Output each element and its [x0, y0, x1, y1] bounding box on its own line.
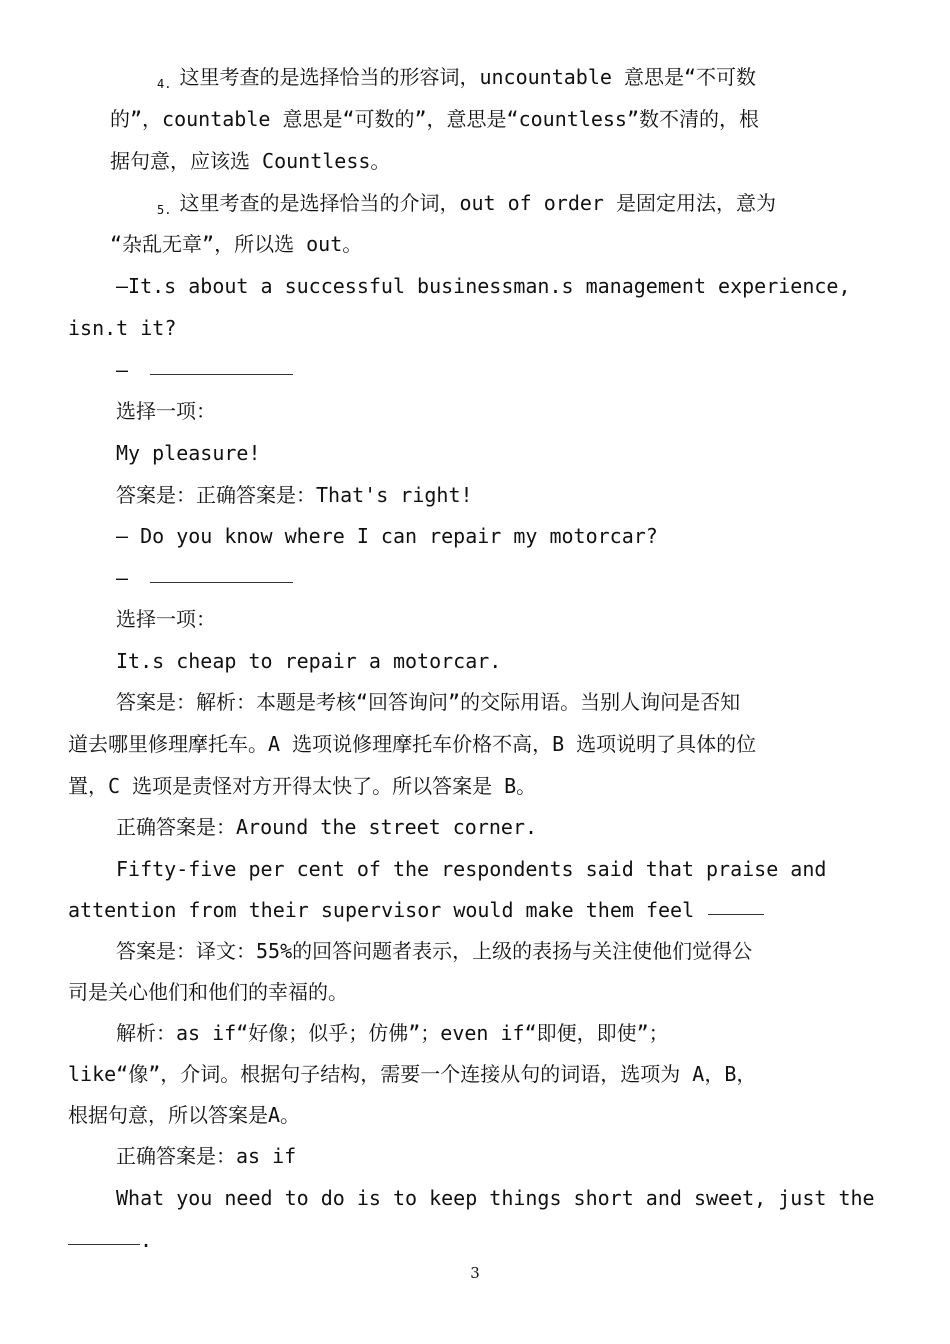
item5-text-1: 这里考查的是选择恰当的介词，out of order 是固定用法，意为: [179, 191, 776, 215]
q4-prompt-end: .: [140, 1228, 153, 1252]
page-number: 3: [470, 1264, 480, 1282]
q4-answer-blank: [68, 1244, 140, 1245]
q2-analysis-line2: 道去哪里修理摩托车。A 选项说修理摩托车价格不高，B 选项说明了具体的位: [68, 732, 757, 756]
q3-translation-line2: 司是关心他们和他们的幸福的。: [68, 980, 348, 1004]
item4-line2: 的”，countable 意思是“可数的”，意思是“countless”数不清的，根: [110, 107, 759, 131]
q1-choose-label: 选择一项：: [116, 399, 216, 423]
q3-answer-blank: [708, 914, 764, 915]
item4-number: 4.: [157, 77, 172, 91]
item5-line2: “杂乱无章”，所以选 out。: [110, 232, 363, 256]
q2-dash: —: [116, 566, 129, 590]
q1-option: My pleasure!: [116, 441, 261, 465]
q1-prompt-line2: isn.t it?: [68, 316, 177, 340]
item4-text-1: 这里考查的是选择恰当的形容词，uncountable 意思是“不可数: [179, 65, 756, 89]
q2-analysis-line3: 置，C 选项是责怪对方开得太快了。所以答案是 B。: [68, 774, 537, 798]
q3-prompt-text: attention from their supervisor would make them feel: [68, 898, 695, 922]
item5-number: 5.: [157, 203, 172, 217]
q3-analysis-line1: 解析：as if“好像；似乎；仿佛”；even if“即便，即使”；: [116, 1021, 669, 1045]
q2-analysis-line1: 答案是：解析：本题是考核“回答询问”的交际用语。当别人询问是否知: [116, 690, 741, 714]
q3-translation-line1: 答案是：译文：55%的回答问题者表示，上级的表扬与关注使他们觉得公: [116, 939, 753, 963]
q2-prompt: — Do you know where I can repair my motorcar?: [116, 524, 658, 548]
q1-answer: 答案是：正确答案是：That's right!: [116, 483, 473, 507]
q2-correct-answer: 正确答案是：Around the street corner.: [116, 815, 538, 839]
q3-analysis-line2: like“像”，介词。根据句子结构，需要一个连接从句的词语，选项为 A，B，: [68, 1062, 757, 1086]
q1-dash: —: [116, 358, 129, 382]
q2-option: It.s cheap to repair a motorcar.: [116, 649, 502, 673]
q3-prompt-line1: Fifty-five per cent of the respondents said that praise and: [116, 857, 827, 881]
q2-choose-label: 选择一项：: [116, 607, 216, 631]
q2-answer-blank: [150, 582, 293, 583]
q3-prompt-line2: [68, 895, 764, 925]
q3-correct-answer: 正确答案是：as if: [116, 1144, 297, 1168]
item4-line3: 据句意，应该选 Countless。: [110, 149, 391, 173]
q4-prompt-line2: [68, 1225, 152, 1255]
q4-prompt-line1: What you need to do is to keep things short and sweet, just the: [116, 1186, 875, 1210]
item4-line1: [157, 62, 756, 92]
q1-prompt-line1: —It.s about a successful businessman.s management experience,: [116, 274, 851, 298]
q1-answer-blank-line: [116, 355, 293, 385]
q2-answer-blank-line: [116, 563, 293, 593]
q1-answer-blank: [150, 374, 293, 375]
q3-analysis-line3: 根据句意，所以答案是A。: [68, 1103, 301, 1127]
item5-line1: [157, 188, 776, 218]
